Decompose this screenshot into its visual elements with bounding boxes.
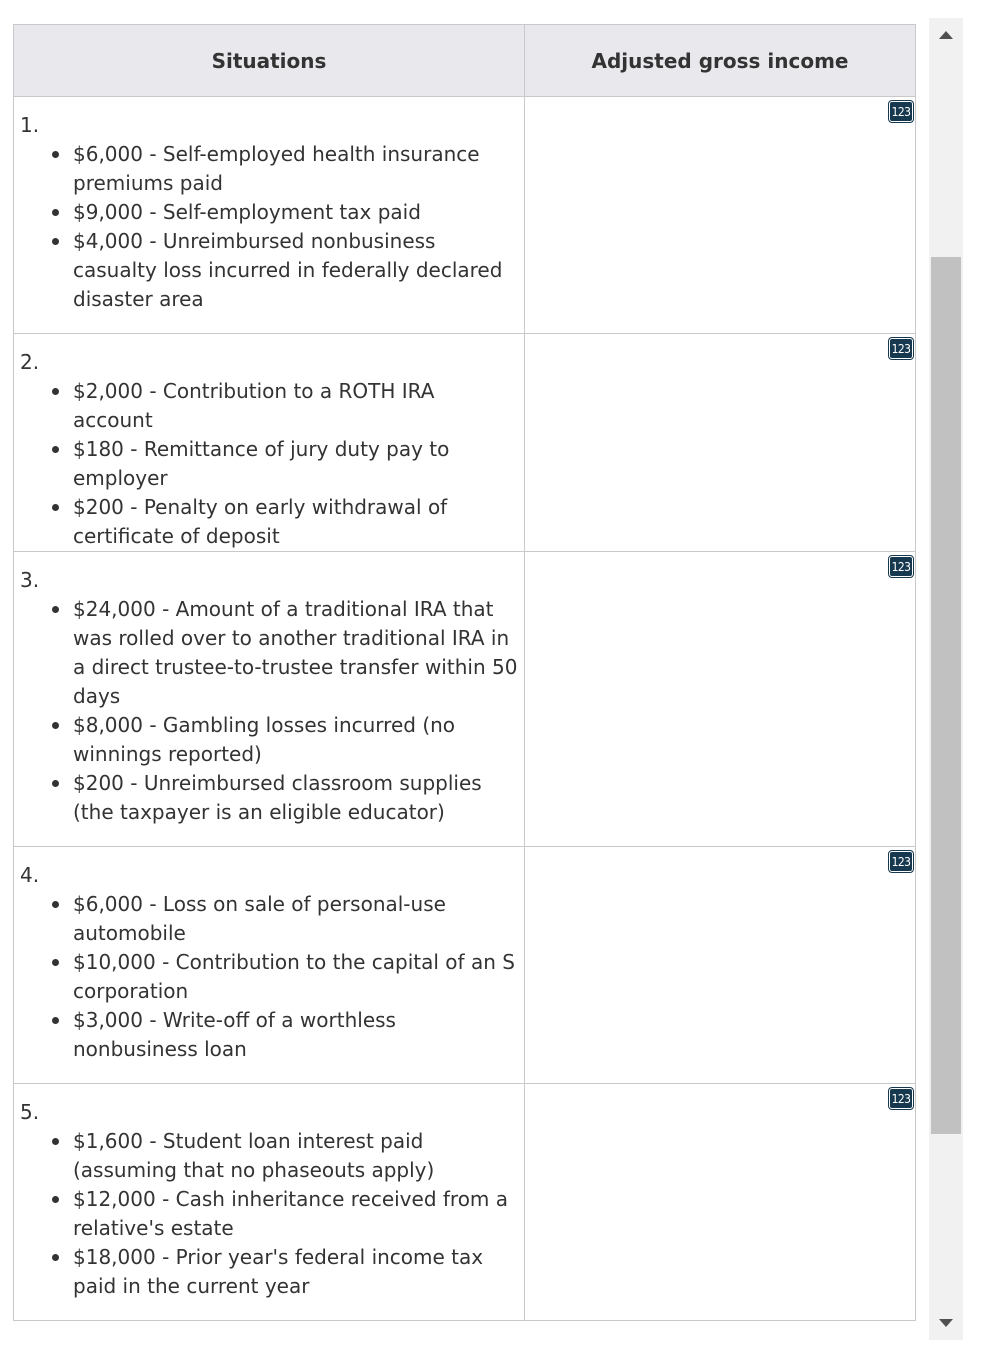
agi-table-container <box>13 24 915 1321</box>
agi-input-5[interactable] <box>525 1084 915 1320</box>
situation-number: 4. <box>20 863 40 887</box>
agi-answer-cell-1[interactable] <box>525 97 916 334</box>
agi-answer-cell-4[interactable] <box>525 847 916 1084</box>
situation-item: $8,000 - Gambling losses incurred (no winnings reported) <box>73 711 520 769</box>
situation-number: 2. <box>20 350 40 374</box>
table-row <box>14 334 916 552</box>
situation-item: $18,000 - Prior year's federal income tax paid in the current year <box>73 1243 520 1301</box>
numeric-input-badge-icon: 123 <box>889 101 913 122</box>
numeric-input-badge-icon: 123 <box>889 338 913 359</box>
situation-list <box>20 377 520 551</box>
numeric-input-badge-icon: 123 <box>889 556 913 577</box>
situation-list <box>20 140 520 314</box>
table-row <box>14 552 916 847</box>
situation-item: $10,000 - Contribution to the capital of an S corporation <box>73 948 520 1006</box>
situation-item: $200 - Unreimbursed classroom supplies (the taxpayer is an eligible educator) <box>73 769 520 827</box>
agi-answer-cell-5[interactable] <box>525 1084 916 1321</box>
agi-input-1[interactable] <box>525 97 915 333</box>
situation-item: $3,000 - Write-off of a worthless nonbusiness loan <box>73 1006 520 1064</box>
situation-item: $24,000 - Amount of a traditional IRA that was rolled over to another traditional IRA in a direct trustee-to-trustee transfer within 50 days <box>73 595 520 711</box>
situation-number: 5. <box>20 1100 40 1124</box>
scrollbar-thumb[interactable] <box>931 257 961 1134</box>
situation-list <box>20 595 520 827</box>
situation-item: $200 - Penalty on early withdrawal of certificate of deposit <box>73 493 520 551</box>
table-row <box>14 97 916 334</box>
situation-cell-1 <box>14 97 525 334</box>
numeric-input-badge-icon: 123 <box>889 1088 913 1109</box>
agi-table <box>13 24 916 1321</box>
situation-item: $1,600 - Student loan interest paid (assuming that no phaseouts apply) <box>73 1127 520 1185</box>
situation-cell-3 <box>14 552 525 847</box>
situation-cell-2 <box>14 334 525 552</box>
situation-cell-5 <box>14 1084 525 1321</box>
situation-item: $6,000 - Loss on sale of personal-use automobile <box>73 890 520 948</box>
situation-list <box>20 1127 520 1301</box>
agi-input-4[interactable] <box>525 847 915 1083</box>
agi-input-3[interactable] <box>525 552 915 846</box>
table-row <box>14 1084 916 1321</box>
situation-list <box>20 890 520 1064</box>
agi-answer-cell-2[interactable] <box>525 334 916 552</box>
scroll-up-button[interactable] <box>929 18 963 52</box>
situation-number: 3. <box>20 568 40 592</box>
agi-input-2[interactable] <box>525 334 915 551</box>
situation-cell-4 <box>14 847 525 1084</box>
situation-item: $4,000 - Unreimbursed nonbusiness casualty loss incurred in federally declared disaster area <box>73 227 520 314</box>
situation-number: 1. <box>20 113 40 137</box>
header-situations: Situations <box>14 25 525 97</box>
situation-item: $2,000 - Contribution to a ROTH IRA account <box>73 377 520 435</box>
table-header-row <box>14 25 916 97</box>
vertical-scrollbar[interactable] <box>929 18 963 1340</box>
header-adjusted-gross-income: Adjusted gross income <box>525 25 916 97</box>
scroll-down-button[interactable] <box>929 1306 963 1340</box>
situation-item: $9,000 - Self-employment tax paid <box>73 198 520 227</box>
situation-item: $6,000 - Self-employed health insurance premiums paid <box>73 140 520 198</box>
situation-item: $12,000 - Cash inheritance received from a relative's estate <box>73 1185 520 1243</box>
agi-answer-cell-3[interactable] <box>525 552 916 847</box>
situation-item: $180 - Remittance of jury duty pay to employer <box>73 435 520 493</box>
numeric-input-badge-icon: 123 <box>889 851 913 872</box>
triangle-down-icon <box>939 1319 953 1327</box>
table-row <box>14 847 916 1084</box>
triangle-up-icon <box>939 31 953 39</box>
